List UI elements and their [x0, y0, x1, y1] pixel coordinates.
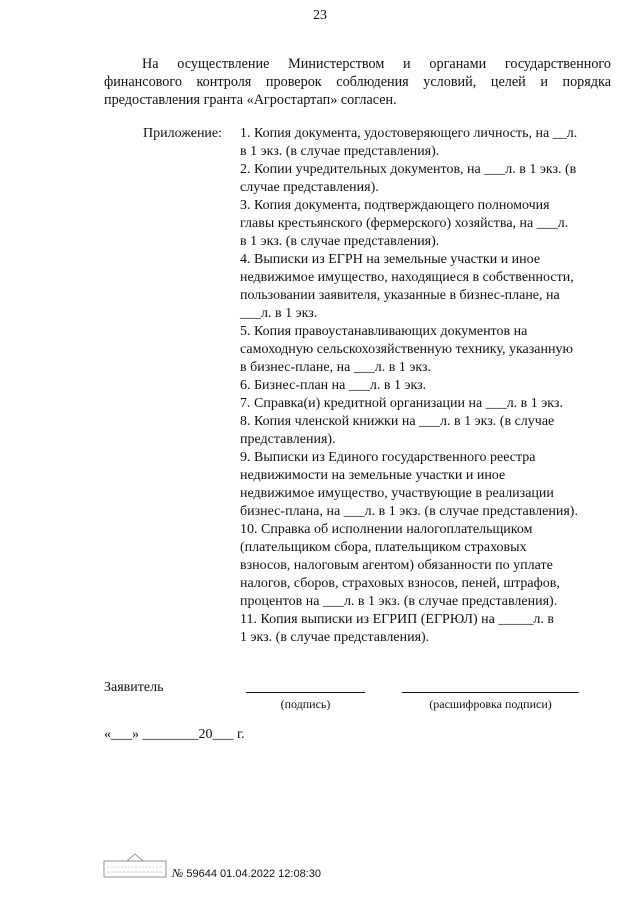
attachment-item: 8. Копия членской книжки на ___л. в 1 экз. (в случае представления). — [240, 414, 555, 447]
attachments-list — [240, 125, 611, 647]
signature-caption: (подпись) — [280, 697, 331, 711]
attachment-item: 10. Справка об исполнении налогоплательщиком (плательщиком сбора, плательщиком страховых взносов, налоговым агентом) обязанности по уплате налогов, сборов, страховых взносов, пеней, штрафов, процентов на ___л. в 1 экз. (в случае представления). — [240, 522, 560, 609]
number-symbol: № — [172, 866, 184, 880]
emblem-stamp-icon — [103, 852, 167, 878]
attachment-item: 11. Копия выписки из ЕГРИП (ЕГРЮЛ) на _____л. в 1 экз. (в случае представления). — [240, 612, 554, 645]
applicant-label: Заявитель — [104, 680, 164, 695]
doc-number-value: 59644 — [186, 868, 217, 880]
decoding-line — [402, 692, 579, 693]
consent-paragraph: На осуществление Министерством и органами государственного финансового контроля проверок соблюдения условий, целей и порядка предоставления гранта «Агростартап» согласен. — [104, 56, 611, 108]
attachment-item: 7. Справка(и) кредитной организации на ___л. в 1 экз. — [240, 396, 563, 411]
document-number — [172, 866, 321, 881]
attachment-item: 5. Копия правоустанавливающих документов на самоходную сельскохозяйственную технику, указанную в бизнес-плане, на ___л. в 1 экз. — [240, 324, 573, 375]
attachments-label: Приложение: — [143, 126, 223, 141]
attachment-item: 1. Копия документа, удостоверяющего личность, на __л. в 1 экз. (в случае представления). — [240, 126, 578, 159]
date-line: «___» ________20___ г. — [104, 727, 245, 742]
decoding-caption: (расшифровка подписи) — [429, 697, 552, 711]
page-number: 23 — [313, 8, 327, 23]
attachment-item: 9. Выписки из Единого государственного реестра недвижимости на земельные участки и иное недвижимое имущество, участвующие в реализации бизнес-плана, на ___л. в 1 экз. (в случае представления). — [240, 450, 578, 519]
doc-timestamp: 01.04.2022 12:08:30 — [220, 868, 321, 880]
attachment-item: 3. Копия документа, подтверждающего полномочия главы крестьянского (фермерского) хозяйства, на ___л. в 1 экз. (в случае представления). — [240, 198, 569, 249]
signature-line — [246, 692, 365, 693]
attachment-item: 4. Выписки из ЕГРН на земельные участки и иное недвижимое имущество, находящиеся в собственности, пользовании заявителя, указанные в бизнес-плане, на ___л. в 1 экз. — [240, 252, 574, 321]
attachment-item: 6. Бизнес-план на ___л. в 1 экз. — [240, 378, 427, 393]
attachment-item: 2. Копии учредительных документов, на ___л. в 1 экз. (в случае представления). — [240, 162, 577, 195]
